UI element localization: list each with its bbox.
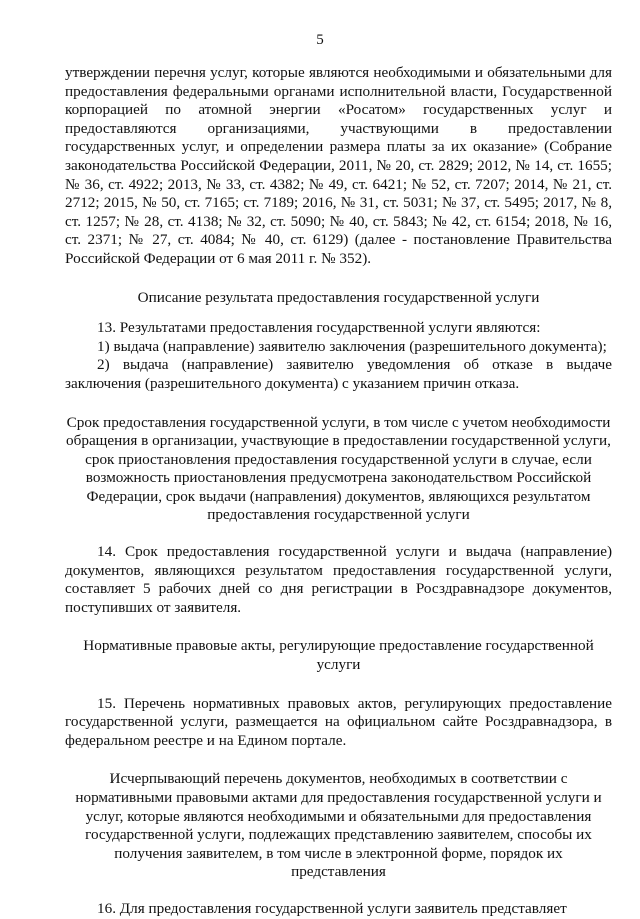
section-heading-docs: Исчерпывающий перечень документов, необходимых в соответствии с нормативными правовыми актами для предоставления государственной услуги и услуг, которые являются необходимыми и обязательными для предоставления государственной услуги, подлежащих представлению заявителем, способы их получения заявителем, в том числе в электронной форме, порядок их представления bbox=[75, 770, 602, 881]
paragraph-13-item-1: 1) выдача (направление) заявителю заключения (разрешительного документа); bbox=[97, 337, 607, 355]
section-heading-term: Срок предоставления государственной услуги, в том числе с учетом необходимости обращения в организации, участвующие в предоставлении государственной услуги, срок приостановления предоставления государственной услуги в случае, если возможность приостановления предусмотрена законодательством Российской Федерации, срок выдачи (направления) документов, являющихся результатом предоставления государственной услуги bbox=[66, 413, 611, 524]
paragraph-15: 15. Перечень нормативных правовых актов, регулирующих предоставление государственной услуги, размещается на официальном сайте Росздравнадзора, в федеральном реестре и на Едином портале. bbox=[65, 694, 612, 749]
document-body bbox=[65, 64, 612, 919]
section-heading-acts: Нормативные правовые акты, регулирующие предоставление государственной услуги bbox=[83, 637, 594, 674]
paragraph-13-title: 13. Результатами предоставления государственной услуги являются: bbox=[97, 319, 541, 337]
paragraph-13-item-2: 2) выдача (направление) заявителю уведомления об отказе в выдаче заключения (разрешительного документа) с указанием причин отказа. bbox=[65, 356, 612, 392]
page-number: 5 bbox=[316, 32, 324, 48]
intro-paragraph: утверждении перечня услуг, которые являются необходимыми и обязательными для предоставления федеральными органами исполнительной власти, Государственной корпорацией по атомной энергии «Росатом» государственных услуг и предоставляются организациями, участвующими в предоставлении государственных услуг, и определении размера платы за их оказание» (Собрание законодательства Российской Федерации, 2011, № 20, ст. 2829; 2012, № 14, ст. 1655; № 36, ст. 4922; 2013, № 33, ст. 4382; № 49, ст. 6421; № 52, ст. 7207; 2014, № 21, ст. 2712; 2015, № 50, ст. 7165; ст. 7189; 2016, № 31, ст. 5031; № 37, ст. 5495; 2017, № 8, ст. 1257; № 28, ст. 4138; № 32, ст. 5090; № 40, ст. 5843; № 42, ст. 6154; 2018, № 16, ст. 2371; № 27, ст. 4084; № 40, ст. 6129) (далее - постановление Правительства Российской Федерации от 6 мая 2011 г. № 352). bbox=[65, 64, 612, 267]
section-heading-result: Описание результата предоставления государственной услуги bbox=[137, 288, 540, 306]
paragraph-14: 14. Срок предоставления государственной услуги и выдача (направление) документов, являющихся результатом предоставления государственной услуги, составляет 5 рабочих дней со дня регистрации в Росздравнадзоре документов, поступивших от заявителя. bbox=[65, 543, 612, 616]
paragraph-16: 16. Для предоставления государственной услуги заявитель представляет bbox=[97, 899, 567, 917]
